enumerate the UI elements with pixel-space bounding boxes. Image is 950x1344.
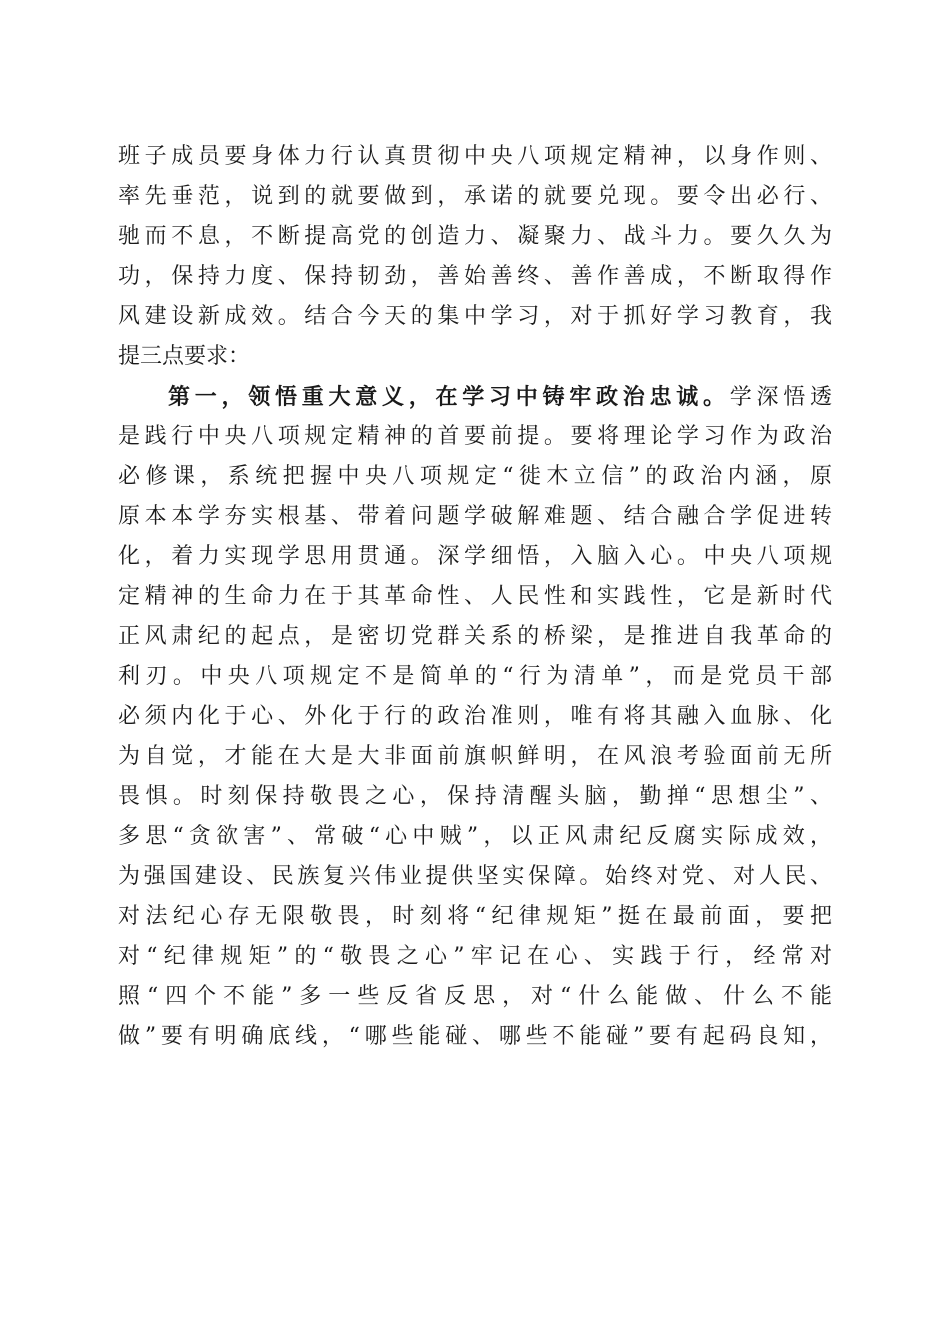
body-line-23: 做”要有明确底线，“哪些能碰、哪些不能碰”要有起码良知， bbox=[118, 1024, 832, 1049]
body-line-9: 必修课，系统把握中央八项规定“徙木立信”的政治内涵，原 bbox=[118, 464, 832, 489]
body-line-20: 对法纪心存无限敬畏，时刻将“纪律规矩”挺在最前面，要把 bbox=[118, 904, 832, 929]
body-line-17: 畏惧。时刻保持敬畏之心，保持清醒头脑，勤掸“思想尘”、 bbox=[118, 784, 832, 809]
body-line-22: 照“四个不能”多一些反省反思，对“什么能做、什么不能 bbox=[118, 984, 832, 1009]
body-line-14: 利刃。中央八项规定不是简单的“行为清单”，而是党员干部 bbox=[118, 664, 832, 689]
body-line-19: 为强国建设、民族复兴伟业提供坚实保障。始终对党、对人民、 bbox=[118, 864, 832, 889]
body-line-16: 为自觉，才能在大是大非面前旗帜鲜明，在风浪考验面前无所 bbox=[118, 744, 832, 769]
point-one-first-line bbox=[168, 378, 832, 416]
body-line-8: 是践行中央八项规定精神的首要前提。要将理论学习作为政治 bbox=[118, 424, 832, 449]
point-one-lead: 学深悟透 bbox=[729, 385, 832, 410]
body-line-12: 定精神的生命力在于其革命性、人民性和实践性，它是新时代 bbox=[118, 584, 832, 609]
body-line-10: 原本本学夯实根基、带着问题学破解难题、结合融合学促进转 bbox=[118, 504, 832, 529]
body-line-13: 正风肃纪的起点，是密切党群关系的桥梁，是推进自我革命的 bbox=[118, 624, 832, 649]
body-line-1: 班子成员要身体力行认真贯彻中央八项规定精神，以身作则、 bbox=[118, 144, 832, 169]
body-line-15: 必须内化于心、外化于行的政治准则，唯有将其融入血脉、化 bbox=[118, 704, 832, 729]
body-line-3: 驰而不息，不断提高党的创造力、凝聚力、战斗力。要久久为 bbox=[118, 224, 832, 249]
body-line-18: 多思“贪欲害”、常破“心中贼”，以正风肃纪反腐实际成效， bbox=[118, 824, 832, 849]
body-line-6: 提三点要求： bbox=[118, 344, 251, 369]
body-line-4: 功，保持力度、保持韧劲，善始善终、善作善成，不断取得作 bbox=[118, 264, 832, 289]
body-line-2: 率先垂范，说到的就要做到，承诺的就要兑现。要令出必行、 bbox=[118, 184, 832, 209]
point-one-heading: 第一，领悟重大意义，在学习中铸牢政治忠诚。 bbox=[168, 384, 730, 410]
body-line-11: 化，着力实现学思用贯通。深学细悟，入脑入心。中央八项规 bbox=[118, 544, 832, 569]
body-line-21: 对“纪律规矩”的“敬畏之心”牢记在心、实践于行，经常对 bbox=[118, 944, 832, 969]
body-line-5: 风建设新成效。结合今天的集中学习，对于抓好学习教育，我 bbox=[118, 304, 832, 329]
